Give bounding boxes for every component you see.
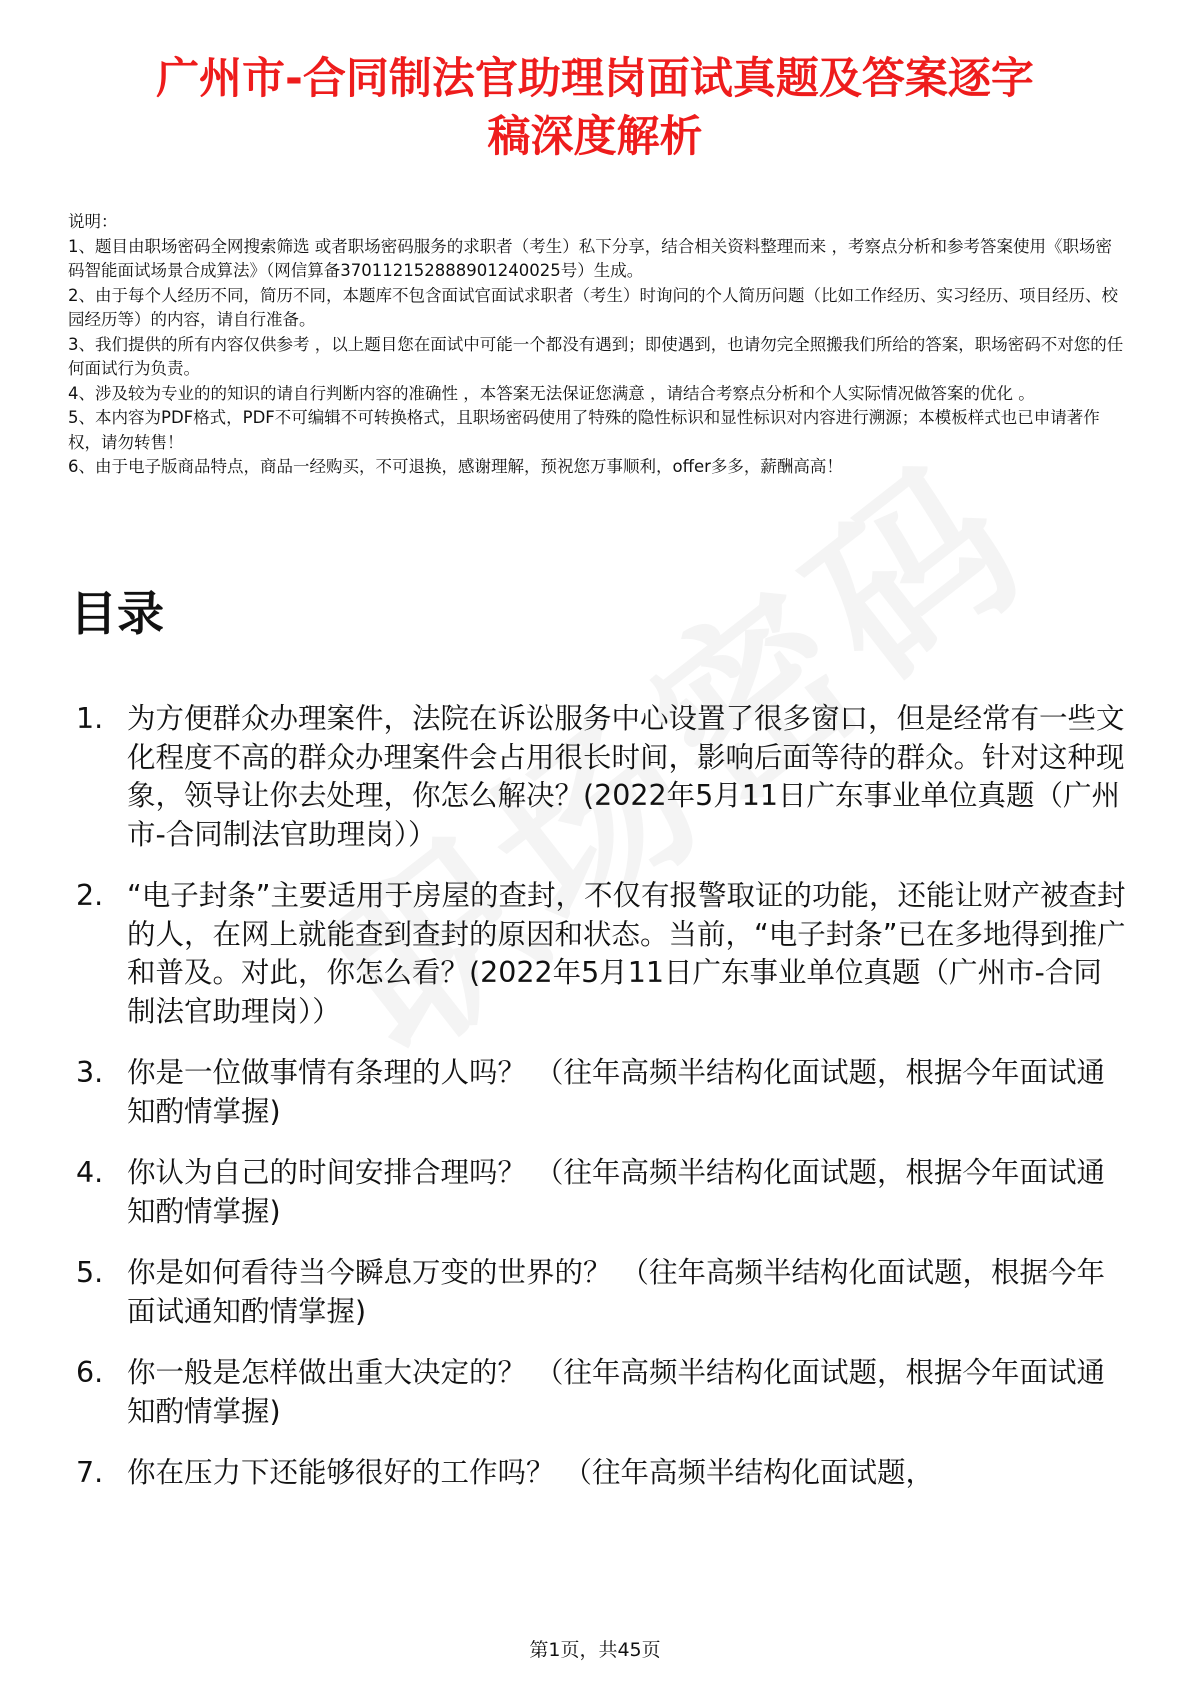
- toc-item-number: 1.: [76, 702, 104, 735]
- note-item: 2、由于每个人经历不同，简历不同，本题库不包含面试官面试求职者（考生）时询问的个人简历问题（比如工作经历、实习经历、项目经历、校园经历等）的内容，请自行准备。: [68, 285, 1118, 329]
- toc-item-number: 5.: [76, 1256, 104, 1289]
- toc-item-number: 7.: [76, 1456, 104, 1489]
- title-line-2: 稿深度解析: [487, 112, 703, 162]
- toc-item-number: 6.: [76, 1356, 104, 1389]
- toc-list: [70, 700, 1130, 1516]
- toc-heading: 目录: [70, 587, 164, 642]
- toc-item[interactable]: [70, 1254, 1130, 1331]
- toc-item[interactable]: [70, 1354, 1130, 1431]
- toc-item-text: 你是如何看待当今瞬息万变的世界的？ （往年高频半结构化面试题，根据今年面试通知酌情掌握): [127, 1256, 1106, 1328]
- note-item: 6、由于电子版商品特点，商品一经购买，不可退换，感谢理解，预祝您万事顺利，offer多多，薪酬高高！: [68, 457, 843, 476]
- note-item: 3、我们提供的所有内容仅供参考 ，以上题目您在面试中可能一个都没有遇到；即使遇到，也请勿完全照搬我们所给的答案，职场密码不对您的任何面试行为负责。: [68, 334, 1124, 378]
- toc-item[interactable]: [70, 1054, 1130, 1131]
- notes-section: [68, 210, 1128, 480]
- toc-item-text: 你认为自己的时间安排合理吗？ （往年高频半结构化面试题，根据今年面试通知酌情掌握): [127, 1156, 1106, 1228]
- note-item: 1、题目由职场密码全网搜索筛选 或者职场密码服务的求职者（考生）私下分享，结合相关资料整理而来 ，考察点分析和参考答案使用《职场密码智能面试场景合成算法》（网信算备370112152888901240025号）生成。: [68, 236, 1112, 280]
- note-item: 4、涉及较为专业的的知识的请自行判断内容的准确性 ，本答案无法保证您满意 ，请结合考察点分析和个人实际情况做答案的优化 。: [68, 383, 1035, 403]
- toc-item-text: “电子封条”主要适用于房屋的查封，不仅有报警取证的功能，还能让财产被查封的人，在网上就能查到查封的原因和状态。当前，“电子封条”已在多地得到推广和普及。对此，你怎么看？(2022年5月11日广东事业单位真题（广州市-合同制法官助理岗））: [127, 879, 1126, 1028]
- toc-item-number: 3.: [76, 1056, 104, 1089]
- note-item: 5、本内容为PDF格式，PDF不可编辑不可转换格式，且职场密码使用了特殊的隐性标识和显性标识对内容进行溯源；本模板样式也已申请著作权，请勿转售！: [68, 408, 1100, 452]
- toc-item[interactable]: [70, 1454, 1130, 1493]
- title-line-1: 广州市-合同制法官助理岗面试真题及答案逐字: [156, 54, 1034, 104]
- toc-item-number: 2.: [76, 879, 104, 912]
- page-footer: 第1页，共45页: [529, 1639, 661, 1661]
- toc-item[interactable]: [70, 1154, 1130, 1231]
- toc-item-number: 4.: [76, 1156, 104, 1189]
- toc-item-text: 你是一位做事情有条理的人吗？ （往年高频半结构化面试题，根据今年面试通知酌情掌握): [127, 1056, 1106, 1128]
- toc-item[interactable]: [70, 700, 1130, 854]
- document-title: [60, 50, 1130, 166]
- toc-item[interactable]: [70, 877, 1130, 1031]
- notes-heading: 说明：: [68, 212, 118, 231]
- toc-item-text: 为方便群众办理案件，法院在诉讼服务中心设置了很多窗口，但是经常有一些文化程度不高的群众办理案件会占用很长时间，影响后面等待的群众。针对这种现象，领导让你去处理，你怎么解决？(2022年5月11日广东事业单位真题（广州市-合同制法官助理岗））: [127, 702, 1125, 851]
- toc-item-text: 你在压力下还能够很好的工作吗？ （往年高频半结构化面试题，: [127, 1456, 935, 1489]
- toc-item-text: 你一般是怎样做出重大决定的？ （往年高频半结构化面试题，根据今年面试通知酌情掌握): [127, 1356, 1106, 1428]
